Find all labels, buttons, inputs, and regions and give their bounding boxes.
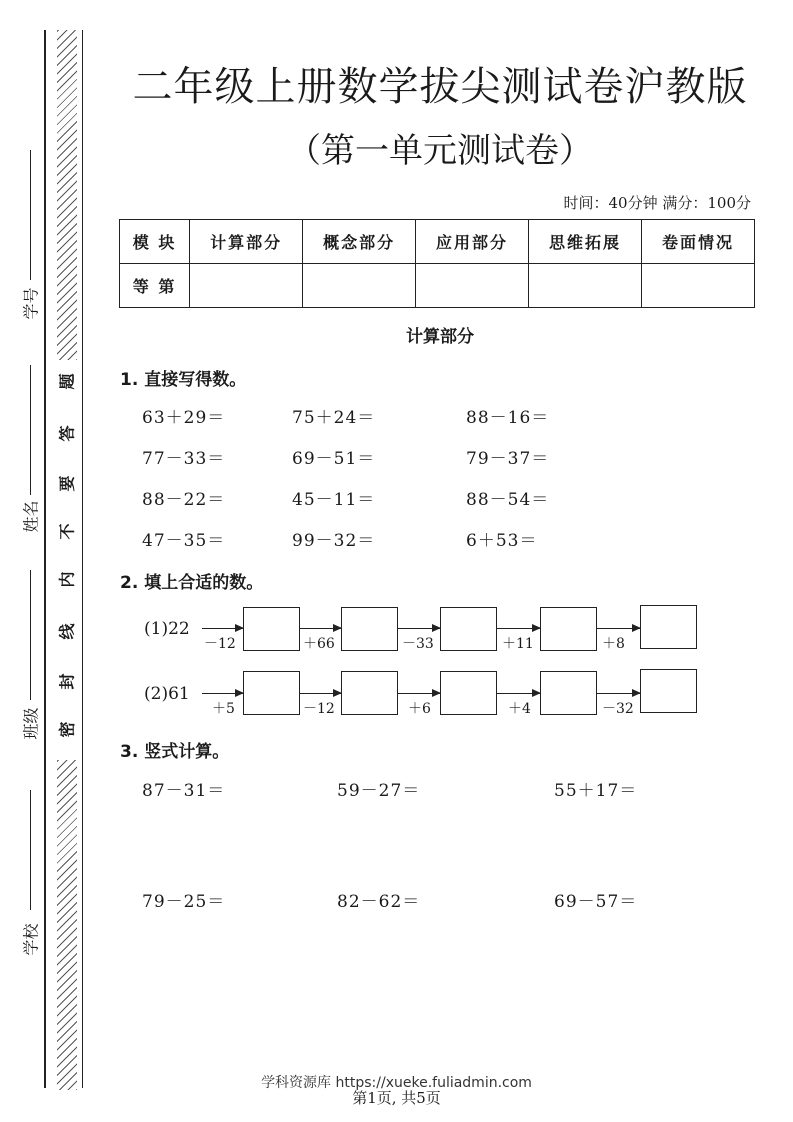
- equation: 6＋53＝: [466, 531, 538, 551]
- hatch-bottom: [57, 760, 77, 1090]
- chain-operation: －32: [602, 701, 634, 717]
- school-line: [30, 790, 31, 910]
- arrow-icon: [398, 693, 440, 694]
- answer-box[interactable]: [540, 607, 597, 651]
- answer-box[interactable]: [243, 607, 300, 651]
- chain-operation: ＋5: [212, 701, 235, 717]
- score-table-grade-row: [120, 264, 755, 308]
- grade-cell[interactable]: [642, 264, 755, 308]
- equation: 79－25＝: [142, 892, 226, 912]
- question-1-title: 1. 直接写得数。: [120, 370, 247, 390]
- seal-char-4: 不: [57, 523, 77, 540]
- class-label: 班级: [21, 707, 41, 740]
- answer-box[interactable]: [640, 669, 697, 713]
- grade-cell[interactable]: [529, 264, 642, 308]
- score-table-cell: 概念部分: [303, 220, 416, 264]
- equation: 99－32＝: [292, 531, 376, 551]
- arrow-icon: [398, 628, 440, 629]
- equation: 47－35＝: [142, 531, 226, 551]
- arrow-icon: [497, 693, 540, 694]
- arrow-icon: [497, 628, 540, 629]
- answer-box[interactable]: [243, 671, 300, 715]
- equation: 77－33＝: [142, 449, 226, 469]
- equation: 88－16＝: [466, 408, 550, 428]
- equation: 88－54＝: [466, 490, 550, 510]
- chain-operation: －33: [402, 636, 434, 652]
- answer-box[interactable]: [640, 605, 697, 649]
- equation: 82－62＝: [337, 892, 421, 912]
- chain-operation: －12: [303, 701, 335, 717]
- score-table-cell: 等 第: [120, 264, 190, 308]
- arrow-icon: [202, 693, 243, 694]
- arrow-icon: [202, 628, 243, 629]
- page-title: 二年级上册数学拔尖测试卷沪教版: [132, 64, 748, 110]
- seal-char-2: 答: [57, 425, 77, 442]
- section-title: 计算部分: [406, 327, 474, 347]
- source-watermark: 学科资源库 https://xueke.fuliadmin.com: [261, 1075, 532, 1091]
- answer-box[interactable]: [440, 607, 497, 651]
- name-label: 姓名: [21, 500, 41, 533]
- equation: 87－31＝: [142, 781, 226, 801]
- equation: 69－51＝: [292, 449, 376, 469]
- grade-cell[interactable]: [416, 264, 529, 308]
- answer-box[interactable]: [540, 671, 597, 715]
- chain-operation: ＋8: [602, 636, 625, 652]
- chain-operation: －12: [204, 636, 236, 652]
- equation: 75＋24＝: [292, 408, 376, 428]
- page-number: 第1页, 共5页: [352, 1089, 441, 1107]
- score-table-cell: 模 块: [120, 220, 190, 264]
- question-3-title: 3. 竖式计算。: [120, 742, 230, 762]
- chain-operation: ＋11: [502, 636, 534, 652]
- equation: 59－27＝: [337, 781, 421, 801]
- binding-line-inner: [82, 30, 83, 1088]
- page-subtitle: （第一单元测试卷）: [287, 131, 593, 171]
- score-table-header-row: [120, 220, 755, 264]
- arrow-icon: [597, 693, 640, 694]
- grade-cell[interactable]: [303, 264, 416, 308]
- chain-operation: ＋4: [508, 701, 531, 717]
- student-id-label: 学号: [21, 287, 41, 320]
- chain-start: (2)61: [144, 684, 190, 704]
- answer-box[interactable]: [341, 671, 398, 715]
- name-line: [30, 365, 31, 495]
- score-table: [119, 219, 755, 308]
- question-2-title: 2. 填上合适的数。: [120, 573, 264, 593]
- seal-char-7: 封: [57, 673, 77, 690]
- equation: 55＋17＝: [554, 781, 638, 801]
- seal-char-5: 内: [57, 571, 77, 588]
- equation: 63＋29＝: [142, 408, 226, 428]
- hatch-top: [57, 30, 77, 360]
- score-table-cell: 思维拓展: [529, 220, 642, 264]
- arrow-icon: [300, 693, 341, 694]
- equation: 88－22＝: [142, 490, 226, 510]
- chain-start: (1)22: [144, 619, 190, 639]
- binding-line-outer: [44, 30, 46, 1088]
- grade-cell[interactable]: [190, 264, 303, 308]
- score-table-cell: 卷面情况: [642, 220, 755, 264]
- seal-char-6: 线: [57, 623, 77, 640]
- seal-char-3: 要: [57, 475, 77, 492]
- equation: 45－11＝: [292, 490, 376, 510]
- school-label: 学校: [21, 923, 41, 956]
- answer-box[interactable]: [341, 607, 398, 651]
- seal-char-8: 密: [57, 721, 77, 738]
- class-line: [30, 570, 31, 700]
- score-table-cell: 应用部分: [416, 220, 529, 264]
- answer-box[interactable]: [440, 671, 497, 715]
- arrow-icon: [597, 628, 640, 629]
- arrow-icon: [300, 628, 341, 629]
- student-id-line: [30, 150, 31, 280]
- equation: 79－37＝: [466, 449, 550, 469]
- seal-char-1: 题: [57, 373, 77, 390]
- time-score-info: 时间：40分钟 满分：100分: [563, 194, 751, 212]
- chain-operation: ＋6: [408, 701, 431, 717]
- equation: 69－57＝: [554, 892, 638, 912]
- chain-operation: ＋66: [303, 636, 335, 652]
- score-table-cell: 计算部分: [190, 220, 303, 264]
